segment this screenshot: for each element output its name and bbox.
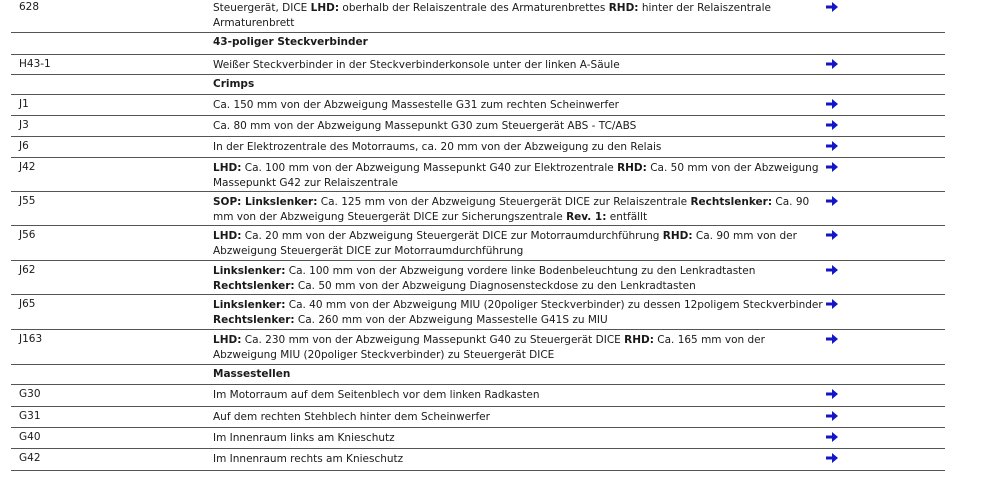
- component-code: J65: [19, 298, 36, 310]
- link-arrow-icon[interactable]: [826, 453, 838, 463]
- location-description: [213, 195, 825, 225]
- location-description: [213, 333, 825, 363]
- description-keyword: RHD:: [608, 2, 639, 14]
- link-arrow-icon[interactable]: [826, 196, 838, 206]
- table-row: [11, 449, 945, 471]
- description-keyword: Rev. 1:: [566, 211, 607, 223]
- table-row: [11, 330, 945, 365]
- link-arrow-icon[interactable]: [826, 265, 838, 275]
- description-text: Ca. 80 mm von der Abzweigung Massepunkt G30 zum Steuergerät ABS - TC/ABS: [213, 120, 637, 132]
- component-code: J62: [19, 264, 36, 276]
- location-description: [213, 58, 825, 73]
- description-text: Ca. 50 mm von der Abzweigung Massepunkt G42 zur Relaiszentrale: [213, 162, 819, 189]
- description-keyword: SOP: Linkslenker:: [213, 196, 318, 208]
- description-text: Ca. 230 mm von der Abzweigung Massepunkt G40 zu Steuergerät DICE: [241, 334, 625, 346]
- table-row: [11, 261, 945, 295]
- table-row: [11, 226, 945, 261]
- table-row: [11, 116, 945, 137]
- table-row: [11, 407, 945, 428]
- component-code: J1: [19, 98, 29, 110]
- description-keyword: RHD:: [662, 230, 693, 242]
- link-arrow-icon[interactable]: [826, 99, 838, 109]
- table-row: [11, 137, 945, 158]
- component-code: G42: [19, 452, 41, 464]
- link-arrow-icon[interactable]: [826, 389, 838, 399]
- description-text: Ca. 100 mm von der Abzweigung vordere linke Bodenbeleuchtung zu den Lenkradtasten: [285, 265, 756, 277]
- component-code: J6: [19, 140, 29, 152]
- location-description: [213, 140, 825, 155]
- location-description: [213, 1, 825, 31]
- table-row: [11, 55, 945, 75]
- description-text: Im Innenraum rechts am Knieschutz: [213, 453, 404, 465]
- location-description: [213, 119, 825, 134]
- component-code: H43-1: [19, 58, 51, 70]
- description-text: Ca. 100 mm von der Abzweigung Massepunkt G40 zur Elektrozentrale: [241, 162, 618, 174]
- component-code: 628: [19, 1, 40, 13]
- component-code: G31: [19, 410, 41, 422]
- description-text: Auf dem rechten Stehblech hinter dem Scheinwerfer: [213, 411, 490, 423]
- description-text: Ca. 125 mm von der Abzweigung Steuergerät DICE zur Relaiszentrale: [317, 196, 691, 208]
- location-description: [213, 452, 825, 467]
- description-text: Im Innenraum links am Knieschutz: [213, 432, 395, 444]
- description-text: Ca. 20 mm von der Abzweigung Steuergerät DICE zur Motorraumdurchführung: [241, 230, 663, 242]
- table-row: [11, 158, 945, 192]
- link-arrow-icon[interactable]: [826, 141, 838, 151]
- component-code: J42: [19, 161, 36, 173]
- location-description: [213, 98, 825, 113]
- location-description: [213, 410, 825, 425]
- description-keyword: LHD:: [310, 2, 340, 14]
- description-keyword: LHD:: [213, 230, 242, 242]
- description-keyword: Rechtslenker:: [213, 280, 295, 292]
- link-arrow-icon[interactable]: [826, 432, 838, 442]
- description-text: Ca. 150 mm von der Abzweigung Massestelle G31 zum rechten Scheinwerfer: [213, 99, 619, 111]
- component-code: J56: [19, 229, 36, 241]
- description-text: Ca. 260 mm von der Abzweigung Massestelle G41S zu MIU: [294, 314, 608, 326]
- component-code: J55: [19, 195, 36, 207]
- component-code: G40: [19, 431, 41, 443]
- description-text: Ca. 40 mm von der Abzweigung MIU (20poliger Steckverbinder) zu dessen 12poligem Steckverbinder: [285, 299, 823, 311]
- link-arrow-icon[interactable]: [826, 120, 838, 130]
- description-keyword: Rechtslenker:: [690, 196, 773, 208]
- link-arrow-icon[interactable]: [826, 334, 838, 344]
- description-text: entfällt: [606, 211, 648, 223]
- component-code: G30: [19, 388, 41, 400]
- link-arrow-icon[interactable]: [826, 411, 838, 421]
- description-keyword: Linkslenker:: [213, 265, 286, 277]
- location-description: [213, 388, 825, 403]
- section-header-row: [11, 365, 945, 385]
- section-header-label: Massestellen: [213, 368, 291, 380]
- description-text: Ca. 165 mm von der Abzweigung MIU (20poliger Steckverbinder) zu Steuergerät DICE: [213, 334, 765, 361]
- description-text: Ca. 90 mm von der Abzweigung Steuergerät DICE zur Motorraumdurchführung: [213, 230, 797, 257]
- description-text: In der Elektrozentrale des Motorraums, ca. 20 mm von der Abzweigung zu den Relais: [213, 141, 662, 153]
- description-text: hinter der Relaiszentrale Armaturenbrett: [213, 2, 771, 29]
- description-keyword: LHD:: [213, 334, 242, 346]
- table-row: [11, 95, 945, 116]
- description-keyword: RHD:: [624, 334, 654, 346]
- description-text: Weißer Steckverbinder in der Steckverbinderkonsole unter der linken A-Säule: [213, 59, 620, 71]
- description-text: Ca. 50 mm von der Abzweigung Diagnosensteckdose zu den Lenkradtasten: [294, 280, 696, 292]
- table-row: [11, 295, 945, 330]
- section-header-label: Crimps: [213, 78, 255, 90]
- location-description: [213, 431, 825, 446]
- section-header-row: [11, 33, 945, 55]
- description-text: oberhalb der Relaiszentrale des Armaturenbrettes: [339, 2, 609, 14]
- link-arrow-icon[interactable]: [826, 162, 838, 172]
- link-arrow-icon[interactable]: [826, 230, 838, 240]
- location-description: [213, 298, 825, 328]
- component-code: J163: [19, 333, 43, 345]
- description-keyword: Rechtslenker:: [213, 314, 295, 326]
- section-header-label: 43-poliger Steckverbinder: [213, 36, 368, 48]
- description-text: Im Motorraum auf dem Seitenblech vor dem linken Radkasten: [213, 389, 540, 401]
- location-description: [213, 229, 825, 259]
- link-arrow-icon[interactable]: [826, 59, 838, 69]
- description-keyword: Linkslenker:: [213, 299, 286, 311]
- location-description: [213, 161, 825, 191]
- description-text: Ca. 90 mm von der Abzweigung Steuergerät DICE zur Sicherungszentrale: [213, 196, 810, 223]
- link-arrow-icon[interactable]: [826, 2, 838, 12]
- component-code: J3: [19, 119, 29, 131]
- section-header-row: [11, 75, 945, 95]
- table-row: [11, 428, 945, 449]
- table-row: [11, 385, 945, 407]
- table-row: [11, 192, 945, 226]
- description-text: Steuergerät, DICE: [213, 2, 311, 14]
- description-keyword: LHD:: [213, 162, 242, 174]
- description-keyword: RHD:: [617, 162, 647, 174]
- link-arrow-icon[interactable]: [826, 299, 838, 309]
- component-location-table: [11, 0, 945, 471]
- location-description: [213, 264, 825, 294]
- table-row: [11, 0, 945, 33]
